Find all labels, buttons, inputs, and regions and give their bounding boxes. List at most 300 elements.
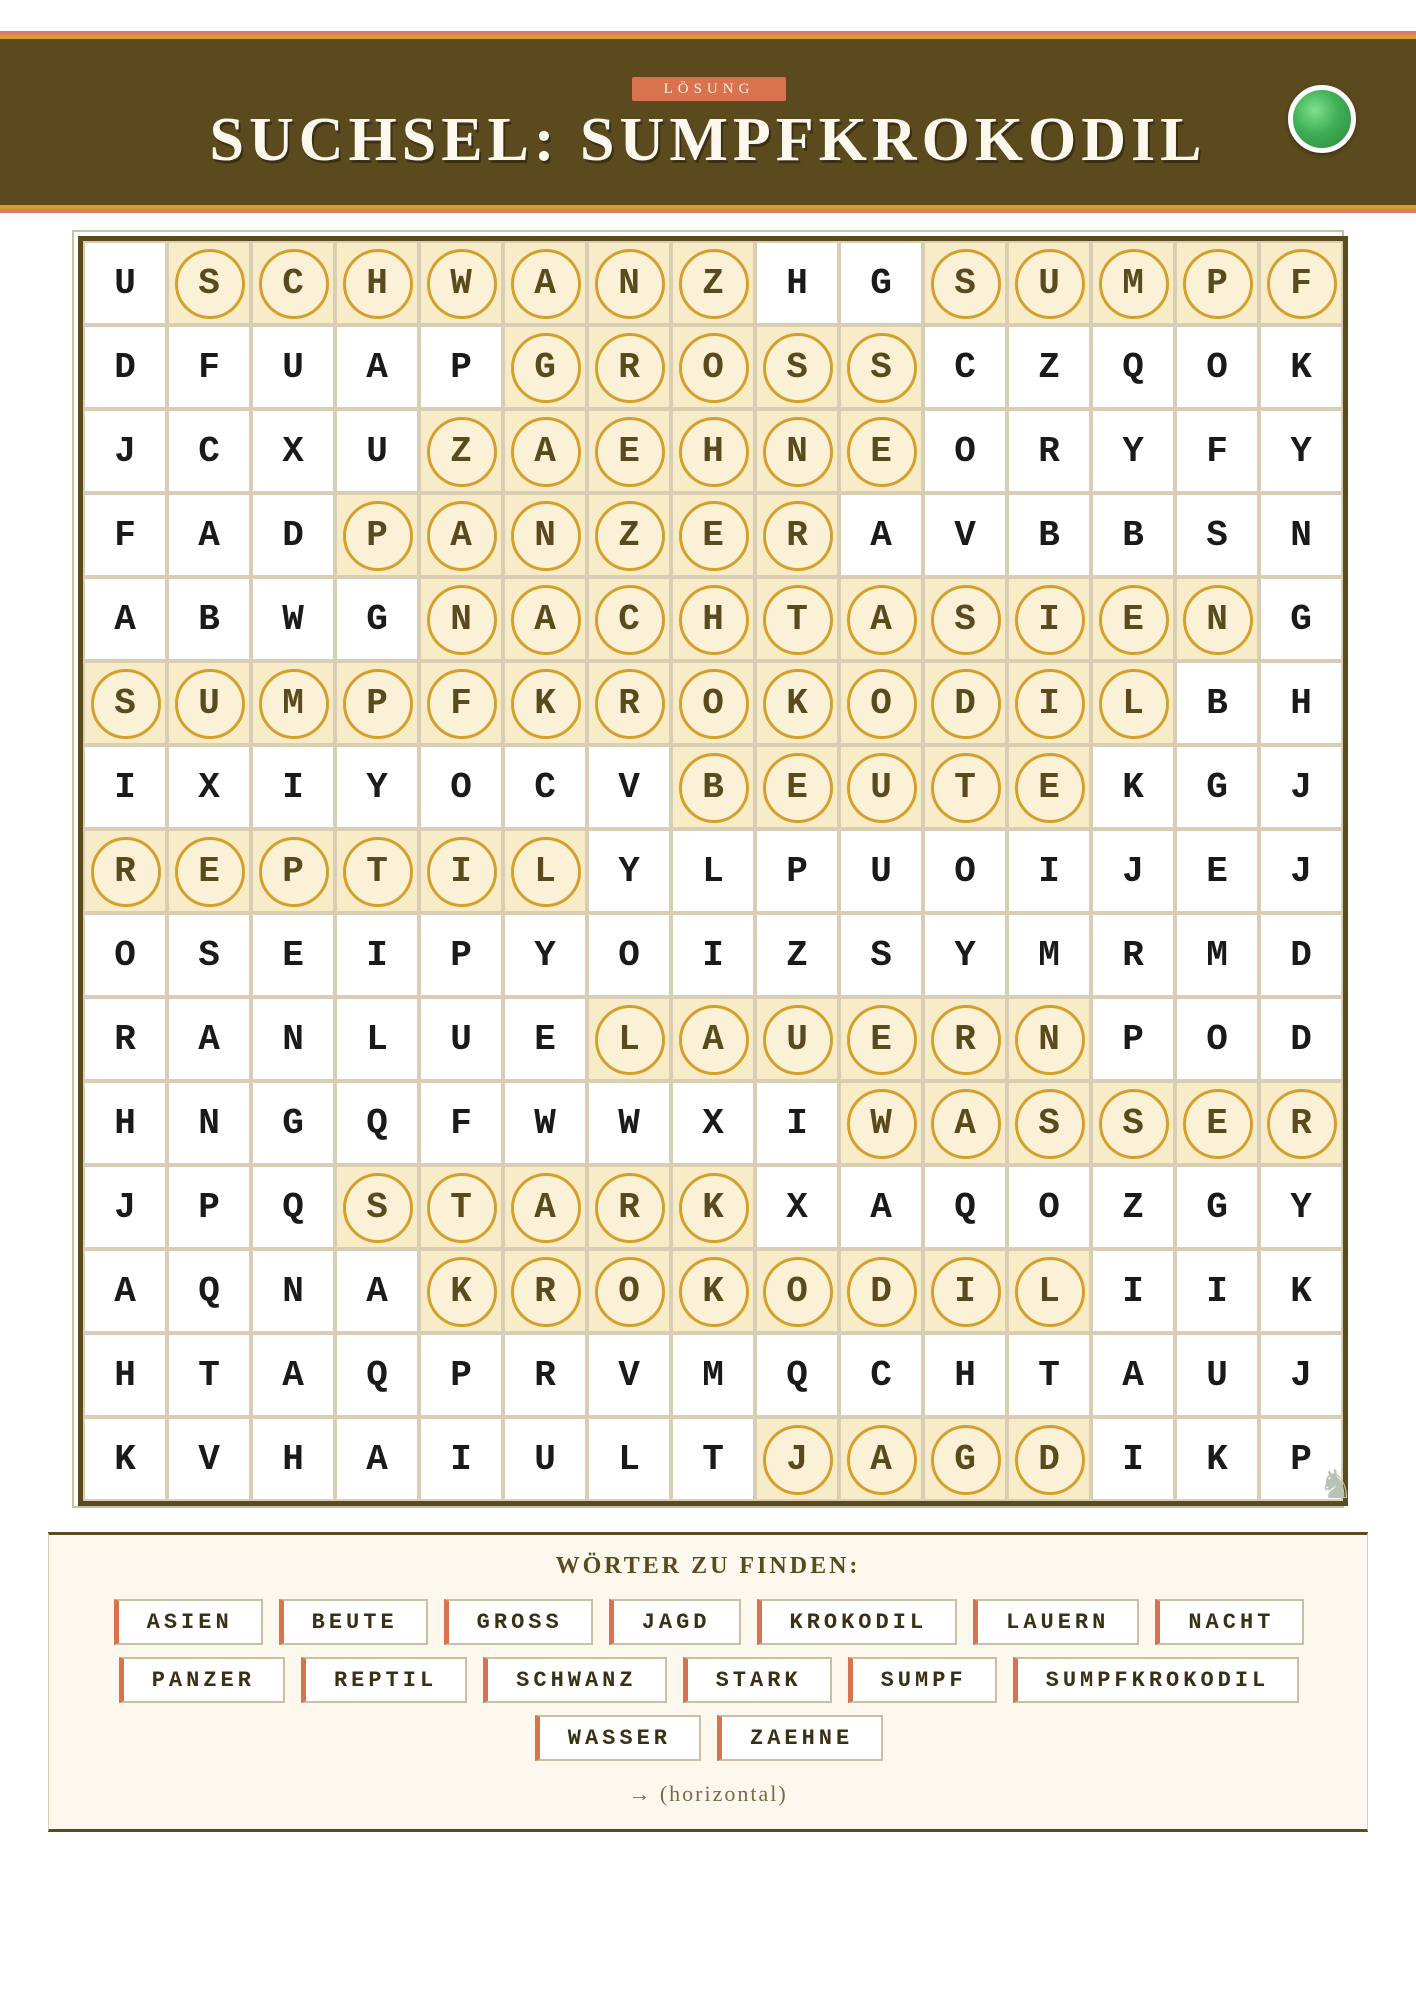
- grid-cell[interactable]: [83, 493, 167, 577]
- grid-cell[interactable]: [335, 1081, 419, 1165]
- grid-cell[interactable]: [923, 1417, 1007, 1501]
- grid-cell[interactable]: [83, 1333, 167, 1417]
- grid-cell[interactable]: [167, 241, 251, 325]
- grid-cell[interactable]: [251, 409, 335, 493]
- grid-cell[interactable]: [923, 1165, 1007, 1249]
- grid-letter: J: [786, 1438, 808, 1480]
- grid-cell[interactable]: [335, 661, 419, 745]
- grid-cell[interactable]: [755, 577, 839, 661]
- grid-cell[interactable]: [671, 1165, 755, 1249]
- grid-cell[interactable]: [923, 241, 1007, 325]
- grid-cell[interactable]: [923, 1333, 1007, 1417]
- grid-cell[interactable]: [83, 325, 167, 409]
- grid-cell[interactable]: [839, 577, 923, 661]
- grid-cell[interactable]: [1175, 745, 1259, 829]
- grid-cell[interactable]: [1007, 997, 1091, 1081]
- grid-cell[interactable]: [335, 1333, 419, 1417]
- grid-cell[interactable]: [923, 409, 1007, 493]
- grid-cell[interactable]: [167, 325, 251, 409]
- grid-letter: N: [1206, 598, 1228, 640]
- grid-cell[interactable]: [587, 325, 671, 409]
- grid-cell[interactable]: [335, 241, 419, 325]
- grid-cell[interactable]: [83, 1249, 167, 1333]
- grid-cell[interactable]: [1175, 493, 1259, 577]
- grid-letter: Q: [366, 1354, 388, 1396]
- grid-cell[interactable]: [1091, 325, 1175, 409]
- grid-letter: O: [1206, 346, 1228, 388]
- grid-cell[interactable]: [83, 661, 167, 745]
- grid-cell[interactable]: [1007, 1333, 1091, 1417]
- grid-cell[interactable]: [1259, 745, 1343, 829]
- grid-cell[interactable]: [1091, 913, 1175, 997]
- grid-cell[interactable]: [1259, 1081, 1343, 1165]
- grid-cell[interactable]: [839, 997, 923, 1081]
- grid-letter: P: [366, 514, 388, 556]
- grid-cell[interactable]: [1091, 661, 1175, 745]
- grid-cell[interactable]: [839, 493, 923, 577]
- grid-cell[interactable]: [1091, 1165, 1175, 1249]
- grid-cell[interactable]: [503, 997, 587, 1081]
- grid-cell[interactable]: [671, 913, 755, 997]
- grid-cell[interactable]: [587, 1333, 671, 1417]
- grid-letter: U: [534, 1438, 556, 1480]
- grid-cell[interactable]: [503, 577, 587, 661]
- grid-cell[interactable]: [671, 1333, 755, 1417]
- grid-cell[interactable]: [1259, 409, 1343, 493]
- grid-cell[interactable]: [1175, 1333, 1259, 1417]
- grid-letter: A: [366, 346, 388, 388]
- grid-cell[interactable]: [335, 829, 419, 913]
- grid-letter: A: [114, 1270, 136, 1312]
- grid-letter: E: [618, 430, 640, 472]
- grid-cell[interactable]: [419, 661, 503, 745]
- grid-cell[interactable]: [923, 325, 1007, 409]
- grid-cell[interactable]: [167, 577, 251, 661]
- word-chip-nacht: NACHT: [1155, 1599, 1304, 1645]
- grid-cell[interactable]: [335, 997, 419, 1081]
- grid-cell[interactable]: [1091, 577, 1175, 661]
- grid-cell[interactable]: [923, 1081, 1007, 1165]
- grid-cell[interactable]: [587, 913, 671, 997]
- grid-cell[interactable]: [923, 577, 1007, 661]
- grid-cell[interactable]: [83, 913, 167, 997]
- grid-cell[interactable]: [587, 577, 671, 661]
- grid-letter: S: [954, 598, 976, 640]
- grid-cell[interactable]: [671, 829, 755, 913]
- grid-cell[interactable]: [335, 409, 419, 493]
- grid-letter: I: [114, 766, 136, 808]
- grid-cell[interactable]: [251, 745, 335, 829]
- grid-cell[interactable]: [1007, 325, 1091, 409]
- grid-cell[interactable]: [755, 997, 839, 1081]
- grid-cell[interactable]: [1007, 409, 1091, 493]
- grid-cell[interactable]: [419, 1165, 503, 1249]
- grid-cell[interactable]: [167, 1333, 251, 1417]
- grid-letter: A: [870, 1186, 892, 1228]
- grid-cell[interactable]: [671, 997, 755, 1081]
- grid-cell[interactable]: [755, 1081, 839, 1165]
- grid-cell[interactable]: [839, 1333, 923, 1417]
- grid-cell[interactable]: [1091, 997, 1175, 1081]
- grid-cell[interactable]: [503, 1417, 587, 1501]
- grid-cell[interactable]: [755, 661, 839, 745]
- grid-cell[interactable]: [503, 1249, 587, 1333]
- grid-cell[interactable]: [1259, 997, 1343, 1081]
- grid-cell[interactable]: [1091, 409, 1175, 493]
- grid-cell[interactable]: [1259, 493, 1343, 577]
- grid-cell[interactable]: [251, 829, 335, 913]
- grid-letter: O: [1206, 1018, 1228, 1060]
- grid-letter: V: [618, 1354, 640, 1396]
- grid-cell[interactable]: [839, 241, 923, 325]
- grid-cell[interactable]: [167, 997, 251, 1081]
- grid-letter: A: [450, 514, 472, 556]
- grid-letter: Z: [1038, 346, 1060, 388]
- grid-cell[interactable]: [587, 1417, 671, 1501]
- grid-cell[interactable]: [839, 745, 923, 829]
- grid-letter: S: [786, 346, 808, 388]
- grid-cell[interactable]: [671, 241, 755, 325]
- grid-cell[interactable]: [251, 241, 335, 325]
- grid-cell[interactable]: [251, 1081, 335, 1165]
- grid-cell[interactable]: [167, 661, 251, 745]
- grid-cell[interactable]: [1175, 1165, 1259, 1249]
- word-list-title: WÖRTER ZU FINDEN:: [555, 1553, 861, 1579]
- grid-cell[interactable]: [671, 325, 755, 409]
- grid-cell[interactable]: [503, 493, 587, 577]
- grid-cell[interactable]: [335, 1417, 419, 1501]
- grid-cell[interactable]: [587, 409, 671, 493]
- grid-cell[interactable]: [1259, 577, 1343, 661]
- grid-cell[interactable]: [1175, 241, 1259, 325]
- grid-cell[interactable]: [503, 409, 587, 493]
- grid-cell[interactable]: [755, 745, 839, 829]
- grid-letter: F: [450, 1102, 472, 1144]
- grid-cell[interactable]: [1259, 1333, 1343, 1417]
- grid-cell[interactable]: [839, 1081, 923, 1165]
- solution-badge: LÖSUNG: [632, 77, 786, 101]
- grid-cell[interactable]: [503, 1333, 587, 1417]
- grid-cell[interactable]: [335, 493, 419, 577]
- grid-letter: A: [534, 430, 556, 472]
- grid-cell[interactable]: [1007, 577, 1091, 661]
- grid-letter: Q: [954, 1186, 976, 1228]
- grid-letter: J: [114, 1186, 136, 1228]
- word-chip-schwanz: SCHWANZ: [483, 1657, 666, 1703]
- grid-letter: P: [450, 934, 472, 976]
- grid-cell[interactable]: [1007, 829, 1091, 913]
- grid-cell[interactable]: [839, 325, 923, 409]
- header-banner: [0, 35, 1416, 209]
- grid-cell[interactable]: [251, 661, 335, 745]
- grid-cell[interactable]: [1175, 577, 1259, 661]
- grid-cell[interactable]: [503, 745, 587, 829]
- grid-cell[interactable]: [419, 409, 503, 493]
- grid-cell[interactable]: [167, 1165, 251, 1249]
- grid-cell[interactable]: [503, 661, 587, 745]
- grid-cell[interactable]: [251, 325, 335, 409]
- grid-cell[interactable]: [1259, 829, 1343, 913]
- grid-cell[interactable]: [83, 241, 167, 325]
- grid-cell[interactable]: [251, 1249, 335, 1333]
- grid-letter: Y: [366, 766, 388, 808]
- grid-letter: J: [1290, 1354, 1312, 1396]
- grid-cell[interactable]: [839, 409, 923, 493]
- grid-cell[interactable]: [251, 1333, 335, 1417]
- grid-cell[interactable]: [1259, 661, 1343, 745]
- grid-letter: L: [534, 850, 556, 892]
- grid-letter: I: [1122, 1270, 1144, 1312]
- grid-cell[interactable]: [503, 829, 587, 913]
- grid-cell[interactable]: [251, 493, 335, 577]
- grid-cell[interactable]: [1091, 829, 1175, 913]
- grid-cell[interactable]: [755, 325, 839, 409]
- grid-cell[interactable]: [419, 1081, 503, 1165]
- grid-cell[interactable]: [671, 1081, 755, 1165]
- grid-cell[interactable]: [839, 661, 923, 745]
- grid-cell[interactable]: [587, 241, 671, 325]
- grid-cell[interactable]: [587, 1249, 671, 1333]
- grid-cell[interactable]: [83, 1081, 167, 1165]
- grid-letter: O: [870, 682, 892, 724]
- grid-cell[interactable]: [1007, 1165, 1091, 1249]
- grid-cell[interactable]: [1175, 661, 1259, 745]
- grid-letter: B: [198, 598, 220, 640]
- grid-cell[interactable]: [335, 745, 419, 829]
- grid-letter: F: [114, 514, 136, 556]
- grid-cell[interactable]: [167, 1249, 251, 1333]
- grid-letter: E: [1206, 1102, 1228, 1144]
- grid-letter: M: [1122, 262, 1144, 304]
- grid-cell[interactable]: [1007, 241, 1091, 325]
- grid-cell[interactable]: [1091, 1333, 1175, 1417]
- grid-cell[interactable]: [83, 745, 167, 829]
- grid-cell[interactable]: [251, 577, 335, 661]
- grid-cell[interactable]: [671, 1249, 755, 1333]
- grid-letter: N: [198, 1102, 220, 1144]
- grid-cell[interactable]: [671, 1417, 755, 1501]
- grid-cell[interactable]: [587, 745, 671, 829]
- grid-letter: M: [702, 1354, 724, 1396]
- grid-cell[interactable]: [755, 829, 839, 913]
- grid-cell[interactable]: [167, 829, 251, 913]
- grid-cell[interactable]: [1259, 1165, 1343, 1249]
- grid-cell[interactable]: [419, 241, 503, 325]
- grid-cell[interactable]: [839, 1249, 923, 1333]
- grid-cell[interactable]: [923, 661, 1007, 745]
- grid-cell[interactable]: [1175, 913, 1259, 997]
- grid-cell[interactable]: [839, 1417, 923, 1501]
- grid-cell[interactable]: [419, 829, 503, 913]
- grid-cell[interactable]: [1007, 1417, 1091, 1501]
- grid-cell[interactable]: [335, 913, 419, 997]
- grid-cell[interactable]: [419, 493, 503, 577]
- grid-cell[interactable]: [335, 1249, 419, 1333]
- grid-cell[interactable]: [923, 493, 1007, 577]
- grid-cell[interactable]: [1091, 1081, 1175, 1165]
- grid-cell[interactable]: [755, 493, 839, 577]
- grid-cell[interactable]: [587, 1165, 671, 1249]
- grid-cell[interactable]: [335, 325, 419, 409]
- grid-cell[interactable]: [83, 409, 167, 493]
- grid-cell[interactable]: [419, 1417, 503, 1501]
- grid-cell[interactable]: [1091, 745, 1175, 829]
- grid-letter: P: [366, 682, 388, 724]
- grid-cell[interactable]: [167, 493, 251, 577]
- grid-letter: U: [114, 262, 136, 304]
- grid-cell[interactable]: [1007, 493, 1091, 577]
- grid-cell[interactable]: [1259, 241, 1343, 325]
- grid-cell[interactable]: [1259, 913, 1343, 997]
- grid-cell[interactable]: [503, 913, 587, 997]
- grid-cell[interactable]: [671, 661, 755, 745]
- grid-cell[interactable]: [1091, 1249, 1175, 1333]
- grid-cell[interactable]: [1259, 1249, 1343, 1333]
- grid-cell[interactable]: [839, 829, 923, 913]
- grid-letter: M: [1038, 934, 1060, 976]
- grid-cell[interactable]: [839, 913, 923, 997]
- grid-cell[interactable]: [1007, 745, 1091, 829]
- grid-cell[interactable]: [671, 745, 755, 829]
- grid-cell[interactable]: [1175, 829, 1259, 913]
- grid-cell[interactable]: [839, 1165, 923, 1249]
- grid-cell[interactable]: [419, 577, 503, 661]
- grid-cell[interactable]: [1007, 1249, 1091, 1333]
- grid-cell[interactable]: [1259, 325, 1343, 409]
- grid-cell[interactable]: [503, 1165, 587, 1249]
- grid-cell[interactable]: [923, 997, 1007, 1081]
- grid-letter: L: [702, 850, 724, 892]
- grid-letter: Y: [1290, 430, 1312, 472]
- grid-cell[interactable]: [335, 577, 419, 661]
- grid-letter: A: [366, 1270, 388, 1312]
- grid-cell[interactable]: [83, 829, 167, 913]
- grid-cell[interactable]: [755, 1249, 839, 1333]
- grid-letter: N: [1038, 1018, 1060, 1060]
- grid-cell[interactable]: [587, 661, 671, 745]
- grid-letter: A: [1122, 1354, 1144, 1396]
- grid-letter: U: [870, 850, 892, 892]
- grid-cell[interactable]: [1175, 325, 1259, 409]
- grid-cell[interactable]: [587, 997, 671, 1081]
- grid-letter: O: [702, 682, 724, 724]
- grid-letter: D: [870, 1270, 892, 1312]
- grid-cell[interactable]: [923, 913, 1007, 997]
- grid-letter: L: [618, 1018, 640, 1060]
- grid-letter: F: [1290, 262, 1312, 304]
- grid-cell[interactable]: [419, 997, 503, 1081]
- grid-cell[interactable]: [1091, 1417, 1175, 1501]
- grid-cell[interactable]: [167, 1081, 251, 1165]
- grid-letter: E: [870, 430, 892, 472]
- grid-cell[interactable]: [923, 1249, 1007, 1333]
- grid-letter: R: [618, 346, 640, 388]
- grid-cell[interactable]: [671, 577, 755, 661]
- grid-cell[interactable]: [923, 829, 1007, 913]
- grid-cell[interactable]: [1175, 997, 1259, 1081]
- grid-cell[interactable]: [755, 913, 839, 997]
- word-chip-panzer: PANZER: [119, 1657, 285, 1703]
- grid-cell[interactable]: [503, 325, 587, 409]
- grid-letter: J: [1290, 766, 1312, 808]
- grid-letter: I: [282, 766, 304, 808]
- grid-cell[interactable]: [83, 1165, 167, 1249]
- grid-cell[interactable]: [251, 1417, 335, 1501]
- grid-cell[interactable]: [167, 409, 251, 493]
- grid-letter: C: [954, 346, 976, 388]
- grid-cell[interactable]: [587, 493, 671, 577]
- grid-cell[interactable]: [83, 577, 167, 661]
- grid-cell[interactable]: [587, 1081, 671, 1165]
- grid-letter: H: [702, 430, 724, 472]
- grid-cell[interactable]: [251, 1165, 335, 1249]
- grid-cell[interactable]: [755, 241, 839, 325]
- grid-letter: S: [114, 682, 136, 724]
- word-chip-reptil: REPTIL: [301, 1657, 467, 1703]
- grid-cell[interactable]: [419, 913, 503, 997]
- grid-letter: T: [1038, 1354, 1060, 1396]
- word-chip-zaehne: ZAEHNE: [717, 1715, 883, 1761]
- grid-cell[interactable]: [1091, 241, 1175, 325]
- grid-cell[interactable]: [755, 1165, 839, 1249]
- word-chip-lauern: LAUERN: [973, 1599, 1139, 1645]
- grid-cell[interactable]: [503, 1081, 587, 1165]
- grid-letter: S: [366, 1186, 388, 1228]
- grid-cell[interactable]: [755, 409, 839, 493]
- grid-cell[interactable]: [1007, 661, 1091, 745]
- grid-cell[interactable]: [587, 829, 671, 913]
- grid-cell[interactable]: [1175, 1417, 1259, 1501]
- grid-cell[interactable]: [671, 493, 755, 577]
- grid-cell[interactable]: [1091, 493, 1175, 577]
- grid-cell[interactable]: [1007, 913, 1091, 997]
- grid-cell[interactable]: [419, 325, 503, 409]
- grid-cell[interactable]: [755, 1417, 839, 1501]
- grid-cell[interactable]: [419, 745, 503, 829]
- grid-cell[interactable]: [167, 913, 251, 997]
- grid-letter: N: [450, 598, 472, 640]
- grid-cell[interactable]: [1007, 1081, 1091, 1165]
- grid-letter: C: [534, 766, 556, 808]
- word-list: [89, 1599, 1329, 1761]
- grid-cell[interactable]: [1175, 1249, 1259, 1333]
- grid-cell[interactable]: [419, 1249, 503, 1333]
- grid-letter: L: [1122, 682, 1144, 724]
- grid-cell[interactable]: [83, 997, 167, 1081]
- grid-cell[interactable]: [251, 997, 335, 1081]
- grid-letter: Z: [1122, 1186, 1144, 1228]
- grid-cell[interactable]: [1175, 409, 1259, 493]
- grid-cell[interactable]: [167, 1417, 251, 1501]
- grid-letter: W: [618, 1102, 640, 1144]
- grid-cell[interactable]: [167, 745, 251, 829]
- grid-letter: A: [114, 598, 136, 640]
- grid-letter: U: [450, 1018, 472, 1060]
- grid-cell[interactable]: [83, 1417, 167, 1501]
- grid-cell[interactable]: [503, 241, 587, 325]
- grid-cell[interactable]: [755, 1333, 839, 1417]
- grid-cell[interactable]: [1175, 1081, 1259, 1165]
- grid-cell[interactable]: [419, 1333, 503, 1417]
- grid-cell[interactable]: [251, 913, 335, 997]
- grid-letter: N: [282, 1018, 304, 1060]
- grid-letter: O: [954, 850, 976, 892]
- grid-letter: O: [618, 934, 640, 976]
- grid-cell[interactable]: [923, 745, 1007, 829]
- grid-cell[interactable]: [671, 409, 755, 493]
- grid-letter: D: [114, 346, 136, 388]
- grid-cell[interactable]: [335, 1165, 419, 1249]
